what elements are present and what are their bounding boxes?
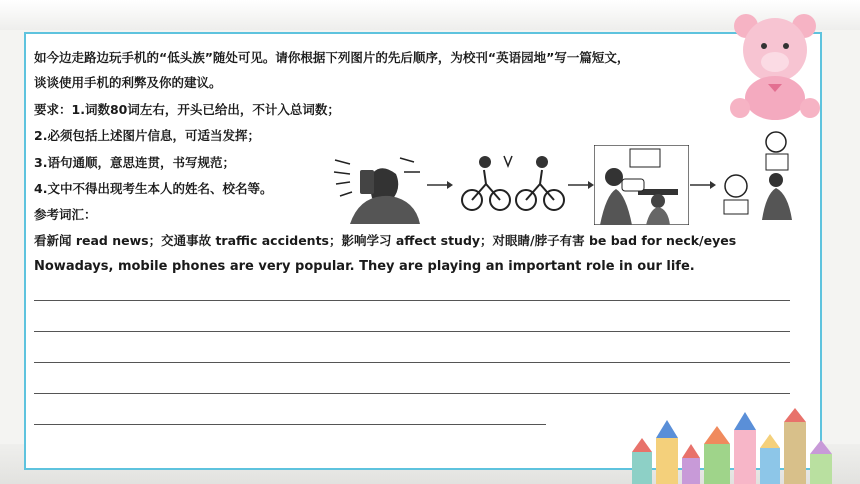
arrow-right-icon [427, 180, 453, 190]
bicycle-accident-picture [458, 150, 568, 214]
writing-line[interactable] [34, 300, 790, 301]
vocab-list: 看新闻 read news；交通事故 traffic accidents；影响学习 affect study；对眼睛/脖子有害 be bad for neck/eyes [34, 233, 737, 248]
opening-sentence: Nowadays, mobile phones are very popular. They are playing an important role in our life. [34, 259, 695, 274]
arrow-right-icon [568, 180, 594, 190]
requirement-3: 3.语句通顺，意思连贯，书写规范； [34, 155, 235, 170]
arrow-right-icon [690, 180, 716, 190]
requirement-4: 4.文中不得出现考生本人的姓名、校名等。 [34, 181, 273, 196]
writing-line[interactable] [34, 331, 790, 332]
prompt-line-2: 谈谈使用手机的利弊及你的建议。 [34, 75, 222, 90]
content-card [24, 32, 822, 470]
writing-line[interactable] [34, 424, 546, 425]
castle-town-decoration [628, 408, 838, 484]
requirement-2: 2.必须包括上述图片信息，可适当发挥； [34, 128, 260, 143]
requirement-1: 要求：1.词数80词左右，开头已给出，不计入总词数； [34, 102, 340, 117]
vocab-title: 参考词汇： [34, 207, 97, 222]
health-problems-picture [716, 128, 798, 220]
writing-line[interactable] [34, 362, 790, 363]
person-with-phone-picture [330, 150, 425, 224]
teddy-bear-decoration [722, 10, 832, 122]
writing-line[interactable] [34, 393, 790, 394]
classroom-phone-picture [594, 145, 689, 225]
prompt-line-1: 如今边走路边玩手机的“低头族”随处可见。请你根据下列图片的先后顺序，为校刊“英语园地”写一篇短文， [34, 50, 630, 65]
